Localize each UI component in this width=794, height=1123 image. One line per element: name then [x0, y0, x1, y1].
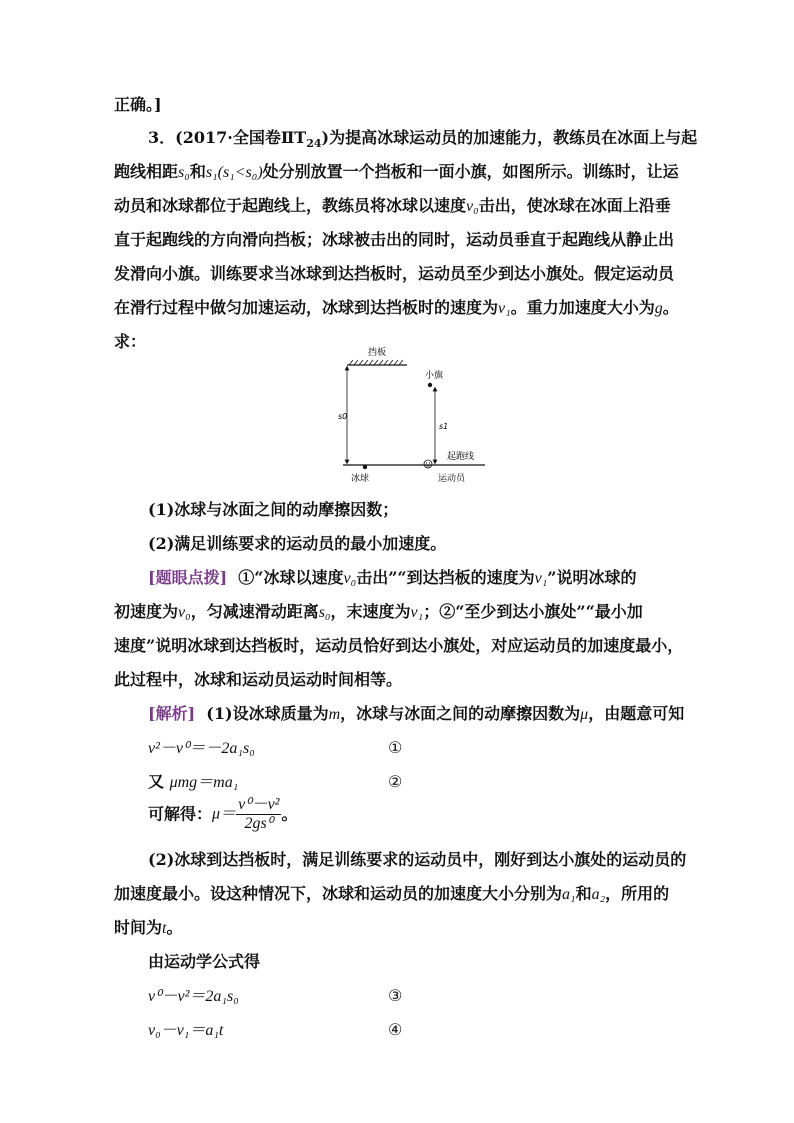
question-3-line-2: 跑线相距s₀和s₁(s₁<s₀)处分别放置一个挡板和一面小旗，如图所示。训练时，让运 — [114, 162, 679, 181]
question-3-line-4: 直于起跑线的方向滑向挡板；冰球被击出的同时，运动员垂直于起跑线从静止出 — [114, 230, 675, 249]
puck-dot — [363, 465, 367, 469]
equation-1: v²－v⁰＝－2a₁s₀ — [148, 740, 255, 757]
equation-2-number: ② — [388, 772, 403, 791]
subquestion-1: (1)冰球与冰面之间的动摩擦因数； — [148, 500, 399, 519]
label-flag: 小旗 — [425, 371, 444, 381]
equation-2: 又 μmg＝ma₁ — [148, 772, 239, 791]
equation-4-number: ④ — [388, 1020, 403, 1039]
equation-1-number: ① — [388, 738, 403, 757]
question-3-line-3: 动员和冰球都位于起跑线上，教练员将冰球以速度v₀击出，使冰球在冰面上沿垂 — [114, 196, 671, 215]
label-athlete: 运动员 — [438, 474, 466, 484]
kinematics-intro: 由运动学公式得 — [148, 952, 261, 971]
equation-3-number: ③ — [388, 986, 403, 1005]
solution-part2-line-3: 时间为t。 — [114, 918, 183, 937]
solution-part2-line-2: 加速度最小。设这种情况下，冰球和运动员的加速度大小分别为a₁和a₂，所用的 — [114, 884, 670, 903]
label-s0: s0 — [338, 412, 348, 421]
hint-line-2: 初速度为v₀，匀减速滑动距离s₀，末速度为v₁；②“至少到达小旗处”“最小加 — [114, 602, 643, 621]
flag-dot — [428, 383, 432, 387]
result-mu: 可解得：μ＝ $\frac{\text{v⁰－v²}}{\text{2gs⁰}}$ 。 — [148, 796, 298, 832]
solution-part2-line-1: (2)冰球到达挡板时，满足训练要求的运动员中，刚好到达小旗处的运动员的 — [148, 850, 687, 869]
label-puck: 冰球 — [351, 474, 370, 484]
board-hatch — [347, 360, 407, 365]
prev-paragraph-end: 正确。] — [114, 95, 162, 114]
result-fraction: $\frac{\text{v⁰－v²}}{\text{2gs⁰}}$ — [238, 796, 280, 832]
question-3-line-5: 发滑向小旗。训练要求当冰球到达挡板时，运动员至少到达小旗处。假定运动员 — [114, 264, 675, 283]
athlete-icon — [424, 460, 432, 468]
subquestion-2: (2)满足训练要求的运动员的最小加速度。 — [148, 534, 447, 553]
question-3-line-7: 求： — [114, 332, 147, 351]
label-s1: s1 — [439, 422, 449, 431]
label-start-line: 起跑线 — [447, 452, 475, 462]
hint-line-3: 速度”说明冰球到达挡板时，运动员恰好到达小旗处，对应运动员的加速度最小， — [114, 636, 684, 655]
question-3-line-1: 3．(2017·全国卷$ⅡT_{24}$)为提高冰球运动员的加速能力，教练员在冰面上与起 — [148, 128, 698, 151]
hint-line-1: [题眼点拨] ①“冰球以速度v₀击出”“到达挡板的速度为v₁”说明冰球的 — [148, 568, 637, 587]
ice-hockey-figure — [335, 343, 495, 488]
equation-4: v₀－v₁＝a₁t — [148, 1022, 224, 1039]
question-3-line-6: 在滑行过程中做匀加速运动，冰球到达挡板时的速度为v₁。重力加速度大小为g。 — [114, 298, 679, 317]
label-board: 挡板 — [368, 348, 387, 358]
solution-line-1: [解析] (1)设冰球质量为m，冰球与冰面之间的动摩擦因数为μ，由题意可知 — [148, 704, 685, 723]
equation-3: v⁰－v²＝2a₁s₀ — [148, 988, 239, 1005]
solution-tag: [解析] — [148, 704, 196, 723]
hint-line-4: 此过程中，冰球和运动员运动时间相等。 — [114, 670, 403, 689]
hint-tag: [题眼点拨] — [148, 568, 228, 587]
